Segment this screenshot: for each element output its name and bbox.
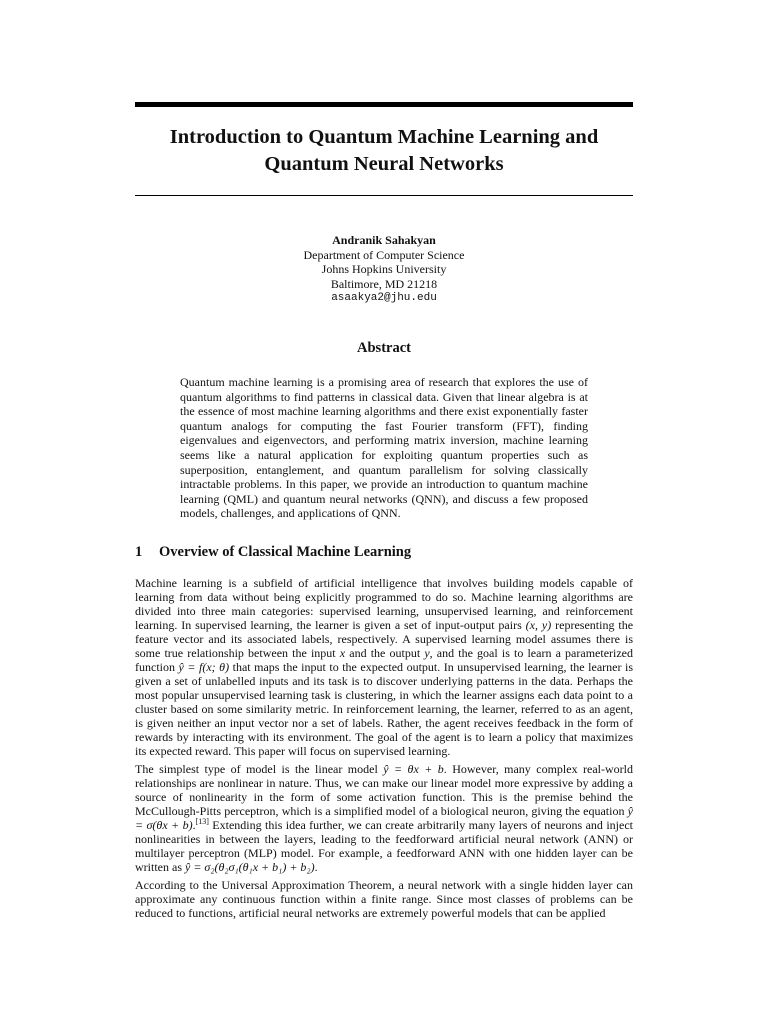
math-inline: ŷ = σ₂(θ₂σ₁(θ₁x + b₁) + b₂) xyxy=(185,860,315,874)
abstract-heading: Abstract xyxy=(357,340,411,356)
text-run: The simplest type of model is the linear model xyxy=(135,762,384,776)
author-block xyxy=(135,233,633,306)
text-run: and the output xyxy=(345,646,425,660)
text-run: , and the goal is to learn a parameterized function xyxy=(135,646,634,674)
text-run: Extending this idea further, we can create arbitrarily many layers of neurons and inject nonlinearities in between the layers, leading to the feedforward artificial neural network (ANN) or multilayer perceptron (MLP) model. For example, a feedforward ANN with one hidden layer can be written as xyxy=(135,818,633,874)
paragraph: According to the Universal Approximation Theorem, a neural network with a single hidden layer can approximate any continuous function within a finite range. Since most classes of problems can be reduced to functions, artificial neural networks are extremely powerful models that can be applied xyxy=(135,878,633,920)
section-heading xyxy=(135,543,633,561)
math-inline: ŷ = θx + b xyxy=(383,762,444,776)
section-title: Overview of Classical Machine Learning xyxy=(159,544,412,560)
text-run: . xyxy=(314,860,318,874)
math-inline: (x, y) xyxy=(525,618,552,632)
section-number: 1 xyxy=(135,544,143,560)
citation[interactable]: [13] xyxy=(195,817,209,826)
math-inline: x xyxy=(339,646,346,660)
paper-title: Introduction to Quantum Machine Learning and Quantum Neural Networks xyxy=(169,126,599,175)
text-run: representing the feature vector and its associated labels, respectively. A supervised learning model assumes there is some true relationship between the input xyxy=(135,618,634,660)
paragraph: The simplest type of model is the linear model ŷ = θx + b. However, many complex real-world relationships are nonlinear in nature. Thus, we can make our linear model more expressive by adding a source of nonlinearity in the form of some activation function. This is the premise behind the McCullough-Pitts perceptron, which is a simplified model of a biological neuron, giving the equation ŷ = σ(θx + b).[13] Extending this idea further, we can create arbitrarily many layers of neurons and inject nonlinearities in between the layers, leading to the feedforward artificial neural network (ANN) or multilayer perceptron (MLP) model. For example, a feedforward ANN with one hidden layer can be written as ŷ = σ₂(θ₂σ₁(θ₁x + b₁) + b₂). xyxy=(135,762,633,874)
author-location: Baltimore, MD 21218 xyxy=(330,276,438,291)
title-top-rule xyxy=(135,102,633,107)
author-email: asaakya2@jhu.edu xyxy=(331,292,437,304)
text-run: that maps the input to the expected output. In unsupervised learning, the learner is given a set of unlabelled inputs and its task is to discover underlying patterns in the data. Perhaps the most popular unsupervised learning task is clustering, in which the learner assigns each data point to a cluster based on some similarity metric. In reinforcement learning, the learner, referred to as an agent, is given neither an input vector nor a set of labels. Rather, the agent receives feedback in the form of rewards by interacting with its environment. The goal of the agent is to learn a policy that maximizes its expected reward. This paper will focus on supervised learning. xyxy=(135,660,633,758)
section-body xyxy=(135,576,633,924)
author-department: Department of Computer Science xyxy=(303,247,465,262)
math-inline: ŷ = σ(θx + b) xyxy=(135,804,633,832)
math-inline: ŷ = f(x; θ) xyxy=(178,660,230,674)
author-university: Johns Hopkins University xyxy=(321,262,447,276)
title-bottom-rule xyxy=(135,195,633,196)
paragraph xyxy=(135,576,633,758)
text-run: Machine learning is a subfield of artificial intelligence that involves building models capable of learning from data without being explicitly programmed to do so. Machine learning algorithms are divided into three main categories: supervised learning, unsupervised learning, and reinforcement learning. In supervised learning, the learner is given a set of input-output pairs xyxy=(135,576,633,632)
author-name: Andranik Sahakyan xyxy=(332,233,436,247)
abstract-text: Quantum machine learning is a promising area of research that explores the use of quantum algorithms to find patterns in classical data. Given that linear algebra is at the essence of most machine learning algorithms and there exist exponentially faster quantum analogs for computing the fast Fourier transform (FFT), finding eigenvalues and eigenvectors, and performing matrix inversion, machine learning seems like a natural application for exploiting quantum properties such as superposition, entanglement, and quantum parallelism for solving classically intractable problems. In this paper, we provide an introduction to quantum machine learning (QML) and quantum neural networks (QNN), and discuss a few proposed models, challenges, and applications of QNN. xyxy=(180,375,588,521)
math-inline: y xyxy=(424,646,430,660)
text-run: . However, many complex real-world relationships are nonlinear in nature. Thus, we can make our linear model more expressive by adding a source of nonlinearity in the form of some activation function. This is the premise behind the McCullough-Pitts perceptron, which is a simplified model of a biological neuron, giving the equation xyxy=(135,762,633,818)
